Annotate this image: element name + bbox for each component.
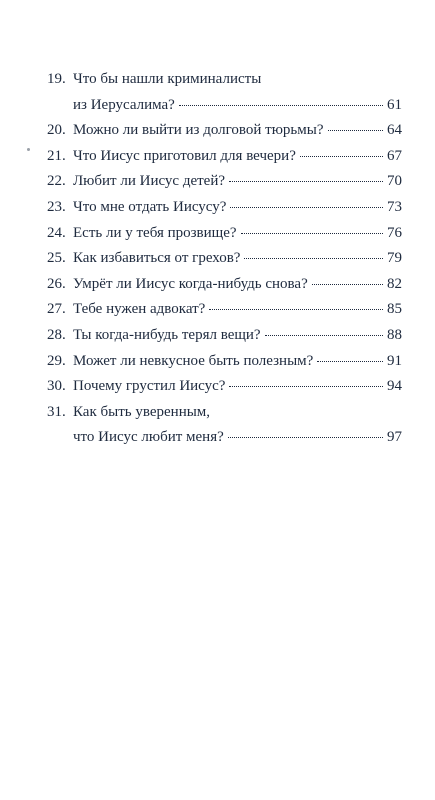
toc-entry-title: Есть ли у тебя прозвище? [73, 224, 237, 241]
toc-entry-page: 64 [387, 122, 402, 139]
toc-entry-title: Что мне отдать Иисусу? [73, 198, 227, 215]
toc-entry-page: 91 [387, 352, 402, 369]
toc-entry-page: 79 [387, 250, 402, 267]
toc-entry-number: 23. [47, 198, 66, 215]
dot-leader [230, 206, 383, 208]
toc-entry-title: Почему грустил Иисус? [73, 378, 226, 395]
toc-entry-number: 21. [47, 147, 66, 164]
toc-entry-title: из Иерусалима? [73, 96, 175, 113]
toc-entry-28[interactable] [47, 323, 402, 348]
toc-entry-title: Можно ли выйти из долговой тюрьмы? [73, 122, 324, 139]
toc-entry-page: 97 [387, 429, 402, 446]
dot-leader [229, 180, 383, 182]
toc-entry-page: 76 [387, 224, 402, 241]
toc-entry-22[interactable] [47, 169, 402, 194]
toc-entry-24[interactable] [47, 221, 402, 246]
dot-leader [317, 360, 383, 362]
dot-leader [300, 155, 383, 157]
page-edge-speck [27, 148, 30, 151]
dot-leader [209, 308, 383, 310]
dot-leader [229, 385, 383, 387]
dot-leader [228, 436, 383, 438]
toc-entry-25[interactable] [47, 246, 402, 271]
toc-entry-title: Может ли невкусное быть полезным? [73, 352, 314, 369]
toc-entry-number: 26. [47, 275, 66, 292]
toc-entry-26[interactable] [47, 272, 402, 297]
toc-entry-number: 31. [47, 403, 66, 420]
toc-entry-page: 70 [387, 173, 402, 190]
toc-entry-number: 30. [47, 378, 66, 395]
toc-entry-page: 73 [387, 198, 402, 215]
toc-entry-20[interactable] [47, 118, 402, 143]
toc-entry-number: 29. [47, 352, 66, 369]
toc-entry-number: 24. [47, 224, 66, 241]
toc-entry-number: 28. [47, 326, 66, 343]
dot-leader [312, 283, 383, 285]
dot-leader [179, 104, 383, 106]
toc-entry-title-line1: Что бы нашли криминалисты [73, 71, 262, 87]
toc-entry-title: Что Иисус приготовил для вечери? [73, 147, 296, 164]
toc-entry-page: 94 [387, 378, 402, 395]
toc-entry-27[interactable] [47, 297, 402, 322]
table-of-contents [47, 67, 402, 450]
toc-entry-page: 85 [387, 301, 402, 318]
dot-leader [265, 334, 383, 336]
toc-entry-number: 19. [47, 71, 66, 87]
toc-entry-title: что Иисус любит меня? [73, 429, 224, 446]
dot-leader [241, 232, 383, 234]
toc-entry-page: 61 [387, 96, 402, 113]
toc-entry-21[interactable] [47, 144, 402, 169]
toc-entry-29[interactable] [47, 349, 402, 374]
toc-entry-30[interactable] [47, 374, 402, 399]
toc-entry-23[interactable] [47, 195, 402, 220]
toc-entry-number: 27. [47, 301, 66, 318]
toc-entry-page: 82 [387, 275, 402, 292]
toc-entry-31[interactable] [47, 400, 402, 451]
toc-entry-page: 67 [387, 147, 402, 164]
toc-entry-number: 20. [47, 122, 66, 139]
toc-entry-19[interactable] [47, 67, 402, 118]
toc-entry-title: Ты когда-нибудь терял вещи? [73, 326, 261, 343]
toc-entry-title: Умрёт ли Иисус когда-нибудь снова? [73, 275, 308, 292]
toc-entry-number: 22. [47, 173, 66, 190]
toc-entry-title-line1: Как быть уверенным, [73, 403, 211, 420]
toc-entry-title: Тебе нужен адвокат? [73, 301, 206, 318]
toc-entry-page: 88 [387, 326, 402, 343]
dot-leader [244, 257, 383, 259]
toc-entry-title: Как избавиться от грехов? [73, 250, 241, 267]
toc-entry-title: Любит ли Иисус детей? [73, 173, 226, 190]
toc-entry-number: 25. [47, 250, 66, 267]
dot-leader [328, 129, 383, 131]
